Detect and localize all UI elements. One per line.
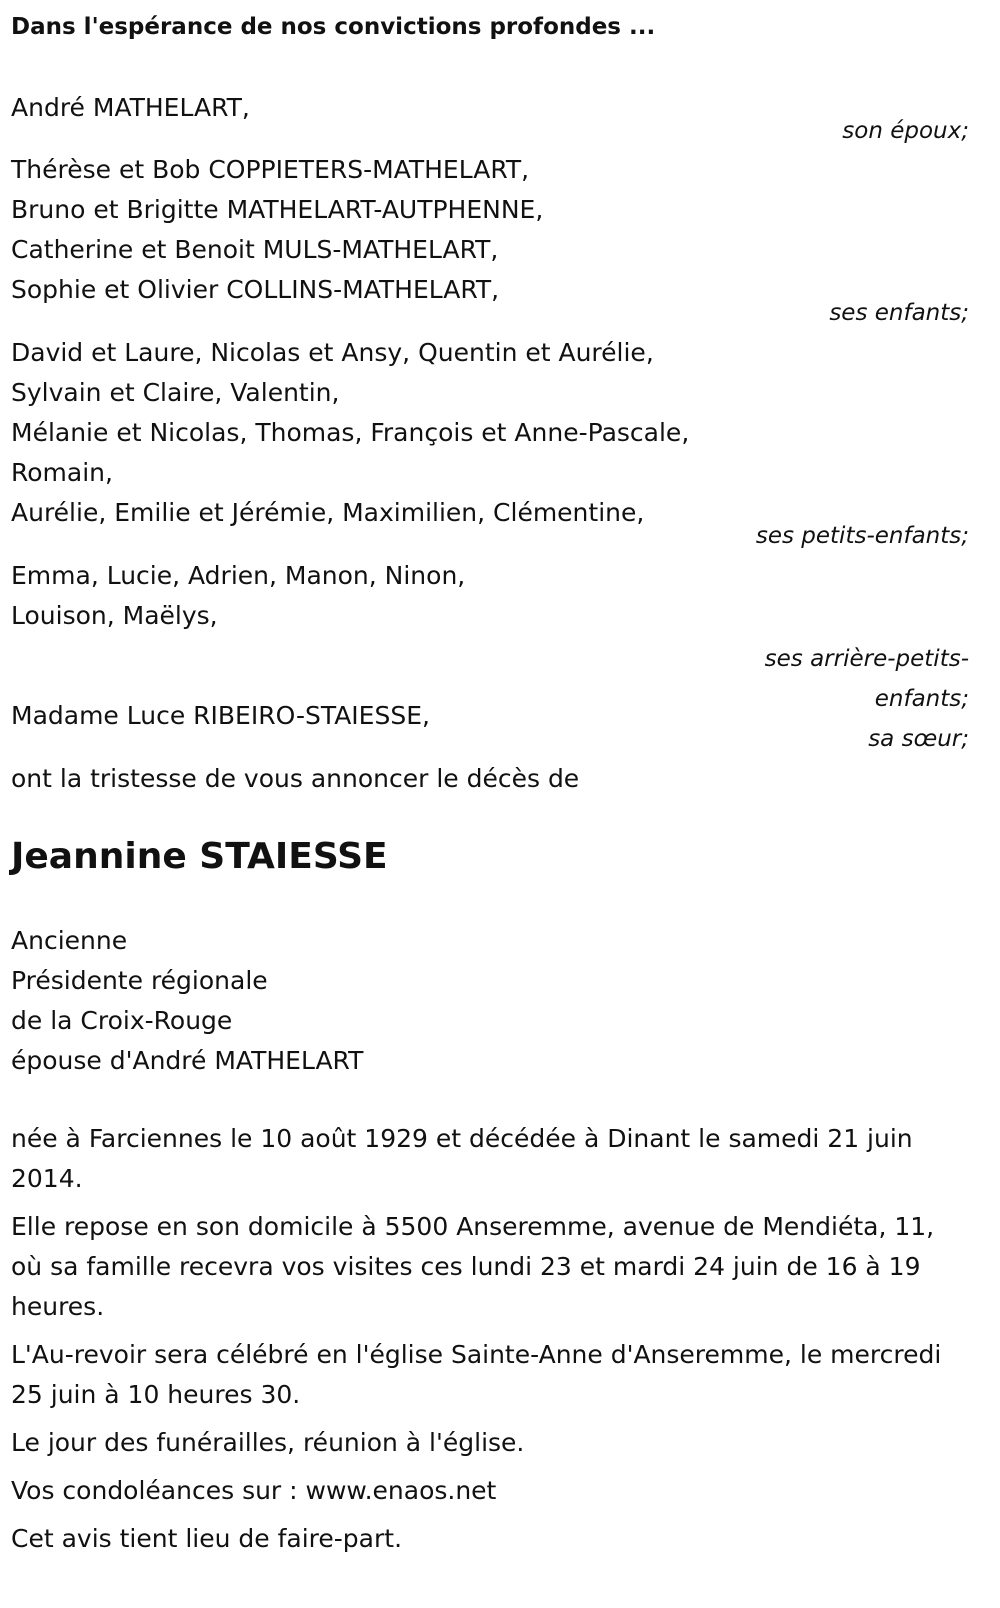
spouse-name: André MATHELART, [11,93,250,122]
opening-heading: Dans l'espérance de nos convictions profondes ... [11,14,656,40]
family-group-sister [11,696,969,759]
sister-name: Madame Luce RIBEIRO-STAIESSE, [11,701,430,730]
family-group-grandchildren [11,333,969,556]
deceased-titles [11,921,969,1081]
ceremony-paragraph: L'Au-revoir sera célébré en l'église Sainte-Anne d'Anseremme, le mercredi 25 juin à 10 heures 30. [11,1340,942,1409]
sister-role: sa sœur; [868,726,969,752]
great-grandchild-line: Louison, Maëlys, [11,601,218,630]
condolences-paragraph: Vos condoléances sur : www.enaos.net [11,1476,497,1505]
announcement-text: ont la tristesse de vous annoncer le décès de [11,764,580,793]
grandchild-line: Romain, [11,458,113,487]
spouse-role: son époux; [842,118,969,144]
funeral-details [11,1119,969,1559]
child-line: Catherine et Benoit MULS-MATHELART, [11,235,499,264]
title-line: de la Croix-Rouge [11,1006,233,1035]
child-line: Sophie et Olivier COLLINS-MATHELART, [11,275,500,304]
deceased-name: Jeannine STAIESSE [11,836,388,877]
great-grandchild-line: Emma, Lucie, Adrien, Manon, Ninon, [11,561,466,590]
meeting-paragraph: Le jour des funérailles, réunion à l'église. [11,1428,525,1457]
title-line: Présidente régionale [11,966,268,995]
birth-death-paragraph: née à Farciennes le 10 août 1929 et décédée à Dinant le samedi 21 juin 2014. [11,1124,913,1193]
notice-paragraph: Cet avis tient lieu de faire-part. [11,1524,403,1553]
grandchild-line: David et Laure, Nicolas et Ansy, Quentin et Aurélie, [11,338,654,367]
family-group-children [11,150,969,333]
title-line: épouse d'André MATHELART [11,1046,364,1075]
great-grandchildren-role-line2: enfants; [874,686,969,712]
family-group-great-grandchildren [11,556,969,719]
family-group-spouse [11,88,969,151]
visitation-paragraph: Elle repose en son domicile à 5500 Anseremme, avenue de Mendiéta, 11, où sa famille recevra vos visites ces lundi 23 et mardi 24 juin de 16 à 19 heures. [11,1212,935,1321]
grandchild-line: Mélanie et Nicolas, Thomas, François et Anne-Pascale, [11,418,690,447]
grandchildren-role: ses petits-enfants; [755,523,969,549]
children-role: ses enfants; [829,300,969,326]
grandchild-line: Sylvain et Claire, Valentin, [11,378,340,407]
child-line: Bruno et Brigitte MATHELART-AUTPHENNE, [11,195,544,224]
child-line: Thérèse et Bob COPPIETERS-MATHELART, [11,155,530,184]
great-grandchildren-role-line1: ses arrière-petits- [764,646,969,672]
title-line: Ancienne [11,926,128,955]
grandchild-line: Aurélie, Emilie et Jérémie, Maximilien, Clémentine, [11,498,645,527]
